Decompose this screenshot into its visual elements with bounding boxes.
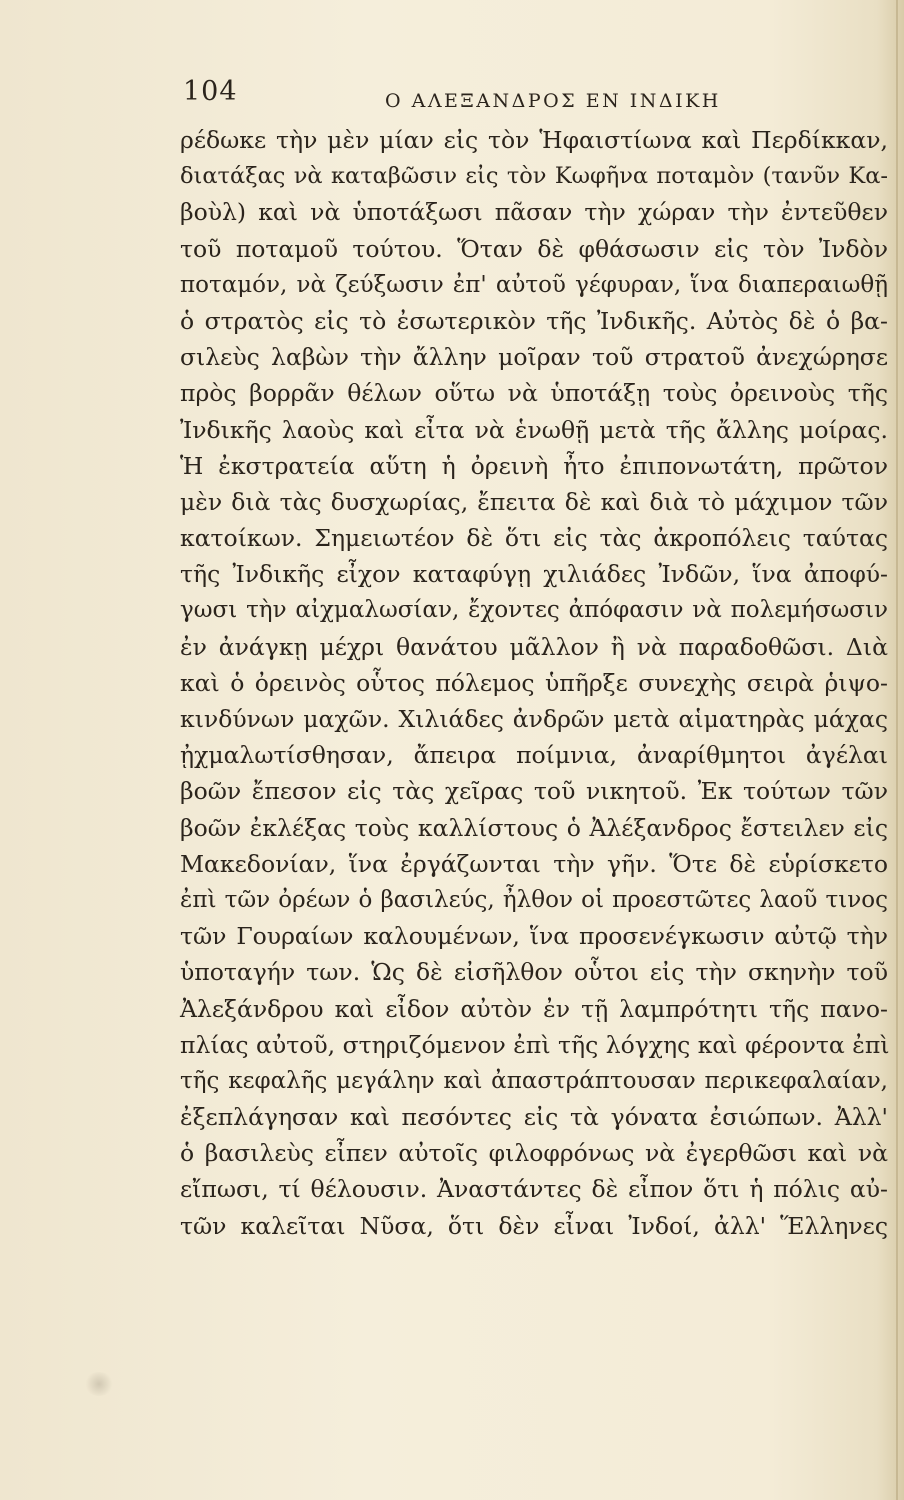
text-line: πρὸς βορρᾶν θέλων οὕτω νὰ ὑποτάξῃ τοὺς ὀρεινοὺς τῆς [180, 379, 888, 408]
text-line: τοῦ ποταμοῦ τούτου. Ὅταν δὲ φθάσωσιν εἰς τὸν Ἰνδὸν [180, 234, 888, 263]
running-title: Ο ΑΛΕΞΑΝΔΡΟΣ ΕΝ ΙΝΔΙΚΗ [385, 90, 721, 112]
text-line: ἐπὶ τῶν ὀρέων ὁ βασιλεύς, ἦλθον οἱ προεστῶτες λαοῦ τινος [180, 886, 888, 913]
text-line: ποταμόν, νὰ ζεύξωσιν ἐπ' αὐτοῦ γέφυραν, ἵνα διαπεραιωθῇ [180, 271, 888, 298]
text-line: τῆς κεφαλῆς μεγάλην καὶ ἀπαστράπτουσαν περικεφαλαίαν, [180, 1067, 888, 1094]
text-line: βοῶν ἐκλέξας τοὺς καλλίστους ὁ Ἀλέξανδρος ἔστειλεν εἰς [180, 813, 888, 842]
text-line: ἐξεπλάγησαν καὶ πεσόντες εἰς τὰ γόνατα ἐσιώπων. Ἀλλ' [180, 1103, 888, 1132]
text-line: βοὺλ) καὶ νὰ ὑποτάξωσι πᾶσαν τὴν χώραν τὴν ἐντεῦθεν [180, 198, 888, 227]
page-edge [896, 0, 898, 1500]
text-line: ὑποταγήν των. Ὡς δὲ εἰσῆλθον οὗτοι εἰς τὴν σκηνὴν τοῦ [180, 958, 888, 987]
text-line: γωσι τὴν αἰχμαλωσίαν, ἔχοντες ἀπόφασιν νὰ πολεμήσωσιν [180, 597, 888, 624]
text-line: ἐν ἀνάγκῃ μέχρι θανάτου μᾶλλον ἢ νὰ παραδοθῶσι. Διὰ [180, 632, 888, 661]
text-line: ὁ βασιλεὺς εἶπεν αὐτοῖς φιλοφρόνως νὰ ἐγερθῶσι καὶ νὰ [180, 1139, 888, 1168]
text-line: Μακεδονίαν, ἵνα ἐργάζωνται τὴν γῆν. Ὅτε δὲ εὑρίσκετο [180, 849, 888, 878]
text-line: κινδύνων μαχῶν. Χιλιάδες ἀνδρῶν μετὰ αἱματηρὰς μάχας [180, 705, 888, 733]
page-header [0, 70, 904, 120]
paper-stain [84, 1372, 114, 1396]
text-line: σιλεὺς λαβὼν τὴν ἄλλην μοῖραν τοῦ στρατοῦ ἀνεχώρησε [180, 343, 888, 372]
text-line: ρέδωκε τὴν μὲν μίαν εἰς τὸν Ἡφαιστίωνα καὶ Περδίκκαν, [180, 126, 888, 154]
text-line: τῶν καλεῖται Νῦσα, ὅτι δὲν εἶναι Ἰνδοί, ἀλλ' Ἕλληνες [180, 1211, 888, 1240]
text-line: βοῶν ἔπεσον εἰς τὰς χεῖρας τοῦ νικητοῦ. Ἐκ τούτων τῶν [180, 777, 888, 806]
text-line: Ἡ ἐκστρατεία αὕτη ἡ ὀρεινὴ ἦτο ἐπιπονωτάτη, πρῶτον [180, 451, 888, 480]
page-number: 104 [183, 76, 238, 107]
text-line: εἴπωσι, τί θέλουσιν. Ἀναστάντες δὲ εἶπον ὅτι ἡ πόλις αὐ- [180, 1175, 888, 1204]
text-line: Ἰνδικῆς λαοὺς καὶ εἶτα νὰ ἑνωθῇ μετὰ τῆς ἄλλης μοίρας. [180, 415, 888, 444]
text-line: τῶν Γουραίων καλουμένων, ἵνα προσενέγκωσιν αὐτῷ τὴν [180, 922, 888, 951]
text-line: ᾐχμαλωτίσθησαν, ἄπειρα ποίμνια, ἀναρίθμητοι ἀγέλαι [180, 741, 888, 770]
text-line: ὁ στρατὸς εἰς τὸ ἐσωτερικὸν τῆς Ἰνδικῆς. Αὐτὸς δὲ ὁ βα- [180, 306, 888, 335]
text-line: τῆς Ἰνδικῆς εἶχον καταφύγῃ χιλιάδες Ἰνδῶν, ἵνα ἀποφύ- [180, 560, 888, 589]
text-line: Ἀλεξάνδρου καὶ εἶδον αὐτὸν ἐν τῇ λαμπρότητι τῆς πανο- [180, 994, 888, 1023]
text-line: διατάξας νὰ καταβῶσιν εἰς τὸν Κωφῆνα ποταμὸν (τανῦν Κα- [180, 163, 888, 190]
text-line: καὶ ὁ ὀρεινὸς οὗτος πόλεμος ὑπῆρξε συνεχὴς σειρὰ ῥιψο- [180, 668, 888, 697]
text-line: πλίας αὐτοῦ, στηριζόμενον ἐπὶ τῆς λόγχης καὶ φέροντα ἐπὶ [180, 1030, 890, 1059]
body-text [180, 122, 888, 1244]
text-line: μὲν διὰ τὰς δυσχωρίας, ἔπειτα δὲ καὶ διὰ τὸ μάχιμον τῶν [180, 487, 888, 516]
text-line: κατοίκων. Σημειωτέον δὲ ὅτι εἰς τὰς ἀκροπόλεις ταύτας [180, 524, 888, 553]
